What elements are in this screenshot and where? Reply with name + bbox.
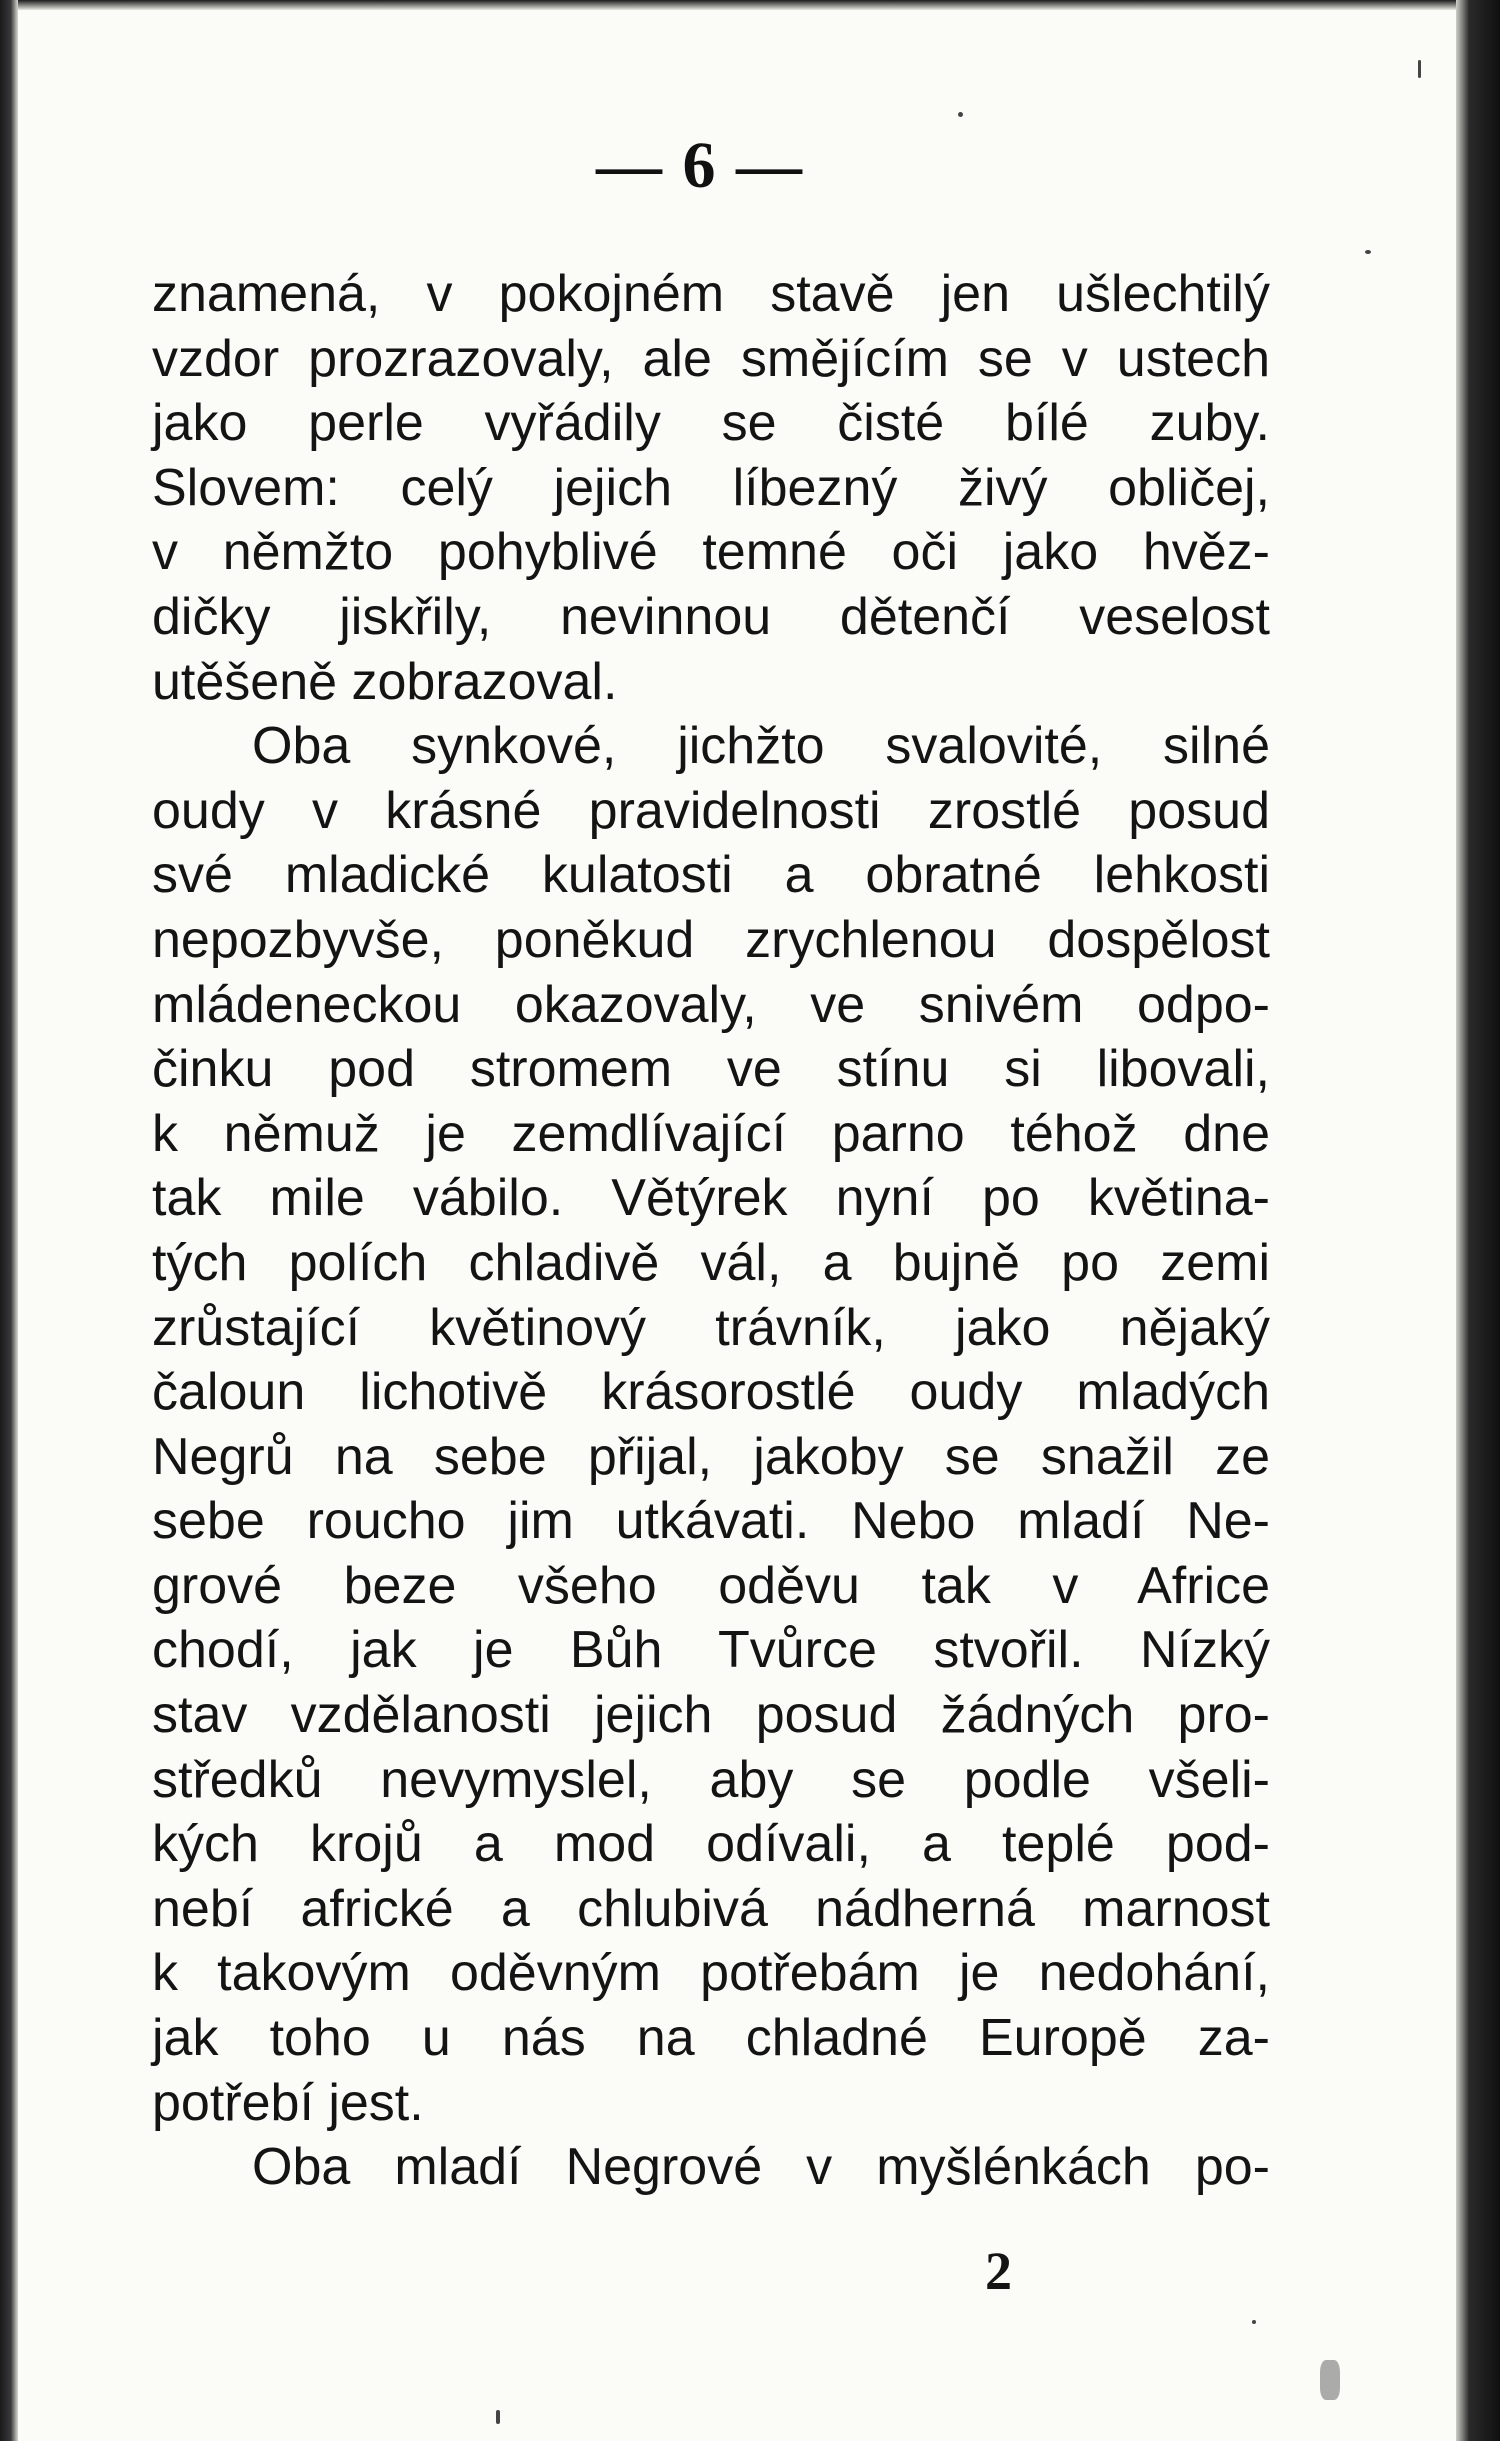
text-line: dičky jiskřily, nevinnou dětenčí veselost bbox=[152, 587, 1270, 646]
scan-speck bbox=[1320, 2360, 1340, 2400]
text-line: mládeneckou okazovaly, ve snivém odpo- bbox=[152, 975, 1270, 1034]
scan-edge-right bbox=[1456, 0, 1500, 2441]
text-line: své mladické kulatosti a obratné lehkosti bbox=[152, 846, 1270, 905]
text-line: jak toho u nás na chladné Europě za- bbox=[152, 2009, 1270, 2068]
text-line: Negrů na sebe přijal, jakoby se snažil ze bbox=[152, 1427, 1270, 1486]
text-line: k němuž je zemdlívající parno téhož dne bbox=[152, 1104, 1270, 1163]
text-line: znamená, v pokojném stavě jen ušlechtilý bbox=[152, 265, 1270, 323]
text-line: kých krojů a mod odívali, a teplé pod- bbox=[152, 1815, 1270, 1874]
scan-speck bbox=[1252, 2320, 1256, 2324]
text-line: v němžto pohyblivé temné oči jako hvěz- bbox=[152, 523, 1270, 582]
scan-speck bbox=[1418, 60, 1421, 78]
text-line: jako perle vyřádily se čisté bílé zuby. bbox=[152, 394, 1270, 453]
scan-speck bbox=[1365, 250, 1371, 254]
text-line: vzdor prozrazovaly, ale smějícím se v ustech bbox=[152, 329, 1270, 388]
text-line: stav vzdělanosti jejich posud žádných pro- bbox=[152, 1686, 1270, 1745]
text-line: nepozbyvše, poněkud zrychlenou dospělost bbox=[152, 910, 1270, 969]
page-number: — 6 — bbox=[596, 129, 804, 202]
scan-speck bbox=[496, 2410, 500, 2424]
paragraph-start-line: Oba synkové, jichžto svalovité, silné bbox=[252, 717, 1270, 776]
text-line: Slovem: celý jejich líbezný živý obličej, bbox=[152, 458, 1270, 517]
signature-mark: 2 bbox=[985, 2241, 1012, 2301]
text-line: činku pod stromem ve stínu si libovali, bbox=[152, 1040, 1270, 1099]
scan-speck bbox=[958, 112, 963, 117]
scan-edge-top bbox=[0, 0, 1500, 10]
text-line: středků nevymyslel, aby se podle všeli- bbox=[152, 1750, 1270, 1809]
paragraph-start-line: Oba mladí Negrové v myšlénkách po- bbox=[252, 2138, 1270, 2197]
text-line: čaloun lichotivě krásorostlé oudy mladých bbox=[152, 1363, 1270, 1422]
body-text bbox=[152, 262, 1270, 2200]
text-line: oudy v krásné pravidelnosti zrostlé posud bbox=[152, 781, 1270, 840]
text-line: sebe roucho jim utkávati. Nebo mladí Ne- bbox=[152, 1492, 1270, 1551]
text-line: zrůstající květinový trávník, jako nějaký bbox=[152, 1298, 1270, 1357]
text-line: nebí africké a chlubivá nádherná marnost bbox=[152, 1879, 1270, 1938]
text-line: potřebí jest. bbox=[152, 2073, 424, 2132]
text-line: utěšeně zobrazoval. bbox=[152, 652, 618, 711]
text-line: tak mile vábilo. Větýrek nyní po květina- bbox=[152, 1169, 1270, 1228]
text-line: tých polích chladivě vál, a bujně po zemi bbox=[152, 1233, 1270, 1292]
text-line: grové beze všeho oděvu tak v Africe bbox=[152, 1556, 1270, 1615]
text-line: chodí, jak je Bůh Tvůrce stvořil. Nízký bbox=[152, 1621, 1270, 1680]
scan-edge-left bbox=[0, 0, 18, 2441]
text-line: k takovým oděvným potřebám je nedohání, bbox=[152, 1944, 1270, 2003]
